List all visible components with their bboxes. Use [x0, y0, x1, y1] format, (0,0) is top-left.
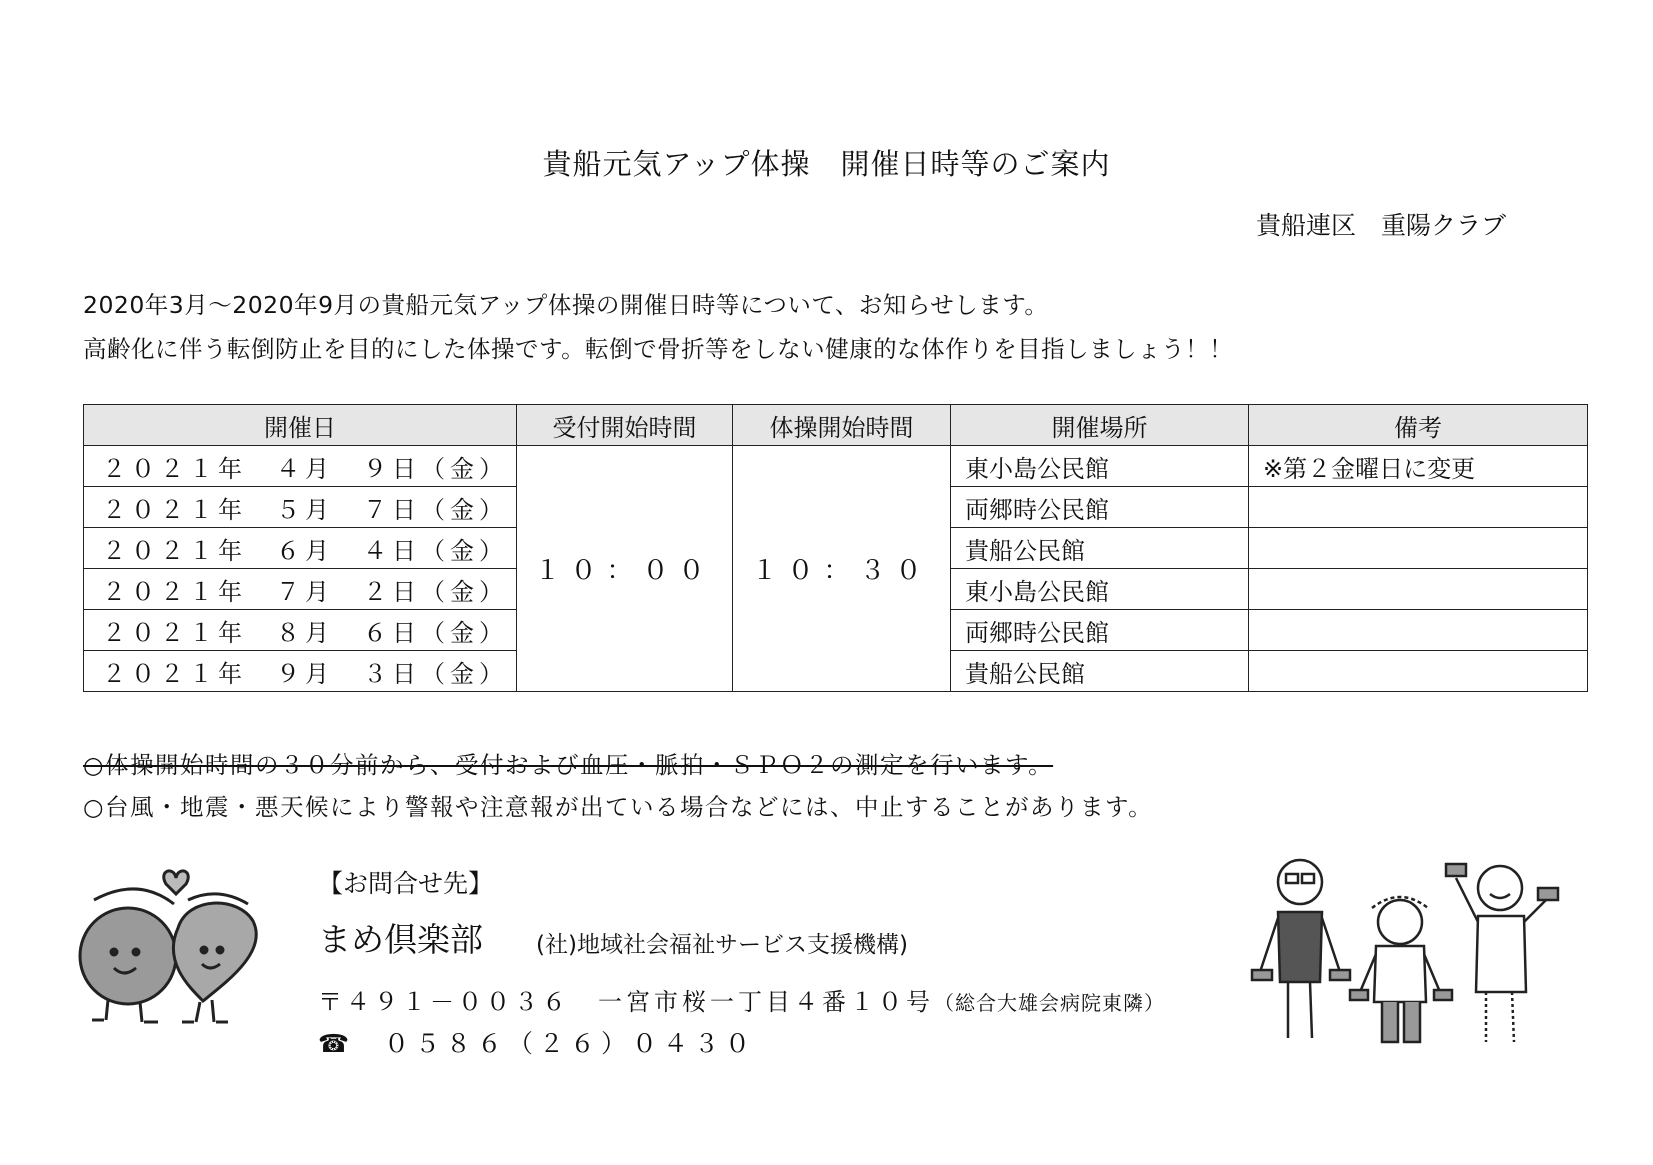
date-cell: ２０２１年 ７月 ２日（金） [84, 569, 517, 610]
table-row [84, 446, 1588, 487]
date-cell: ２０２１年 ５月 ７日（金） [84, 487, 517, 528]
header-exercise-time: 体操開始時間 [733, 405, 951, 446]
schedule-table [83, 404, 1588, 692]
intro-line-2: 高齢化に伴う転倒防止を目的にした体操です。転倒で骨折等をしない健康的な体作りを目指しましょう！！ [83, 335, 1234, 363]
intro-line-1: 2020年3月～2020年9月の貴船元気アップ体操の開催日時等について、お知らせします。 [83, 291, 1049, 319]
date-cell: ２０２１年 ６月 ４日（金） [84, 528, 517, 569]
contact-phone [318, 1024, 756, 1060]
note-cell [1249, 569, 1588, 610]
notice-cancellation: ○台風・地震・悪天候により警報や注意報が出ている場合などには、中止することがあります。 [83, 793, 1154, 821]
venue-cell: 貴船公民館 [951, 651, 1249, 692]
heart-mascots-illustration [78, 866, 288, 1026]
header-date: 開催日 [84, 405, 517, 446]
contact-heading: 【お問合せ先】 [318, 869, 494, 898]
contact-organization: (社)地域社会福祉サービス支援機構) [536, 932, 908, 958]
exercise-time-cell: １０：３０ [733, 446, 951, 692]
note-cell [1249, 610, 1588, 651]
table-header-row [84, 405, 1588, 446]
page-title: 貴船元気アップ体操 開催日時等のご案内 [542, 147, 1111, 181]
header-venue: 開催場所 [951, 405, 1249, 446]
date-cell: ２０２１年 ９月 ３日（金） [84, 651, 517, 692]
date-cell: ２０２１年 ４月 ９日（金） [84, 446, 517, 487]
reception-time-cell: １０：００ [517, 446, 733, 692]
note-cell: ※第２金曜日に変更 [1249, 446, 1588, 487]
date-cell: ２０２１年 ８月 ６日（金） [84, 610, 517, 651]
organizer-name: 貴船連区 重陽クラブ [1255, 211, 1506, 240]
venue-cell: 東小島公民館 [951, 569, 1249, 610]
note-cell [1249, 528, 1588, 569]
note-cell [1249, 651, 1588, 692]
address-text: 〒４９１－００３６ 一宮市桜一丁目４番１０号 [318, 988, 934, 1016]
notice-measurement: ○体操開始時間の３０分前から、受付および血圧・脈拍・ＳＰＯ２の測定を行います。 [83, 751, 1054, 779]
header-notes: 備考 [1249, 405, 1588, 446]
venue-cell: 東小島公民館 [951, 446, 1249, 487]
exercising-seniors-illustration [1250, 842, 1560, 1052]
header-reception-time: 受付開始時間 [517, 405, 733, 446]
venue-cell: 貴船公民館 [951, 528, 1249, 569]
venue-cell: 両郷時公民館 [951, 610, 1249, 651]
contact-name: まめ倶楽部 [318, 920, 483, 959]
phone-number: ０５８６（２６）０４３０ [384, 1029, 757, 1058]
telephone-icon: ☎ [318, 1029, 356, 1058]
contact-address [318, 982, 1165, 1017]
address-note: （総合大雄会病院東隣） [934, 991, 1165, 1015]
note-cell [1249, 487, 1588, 528]
venue-cell: 両郷時公民館 [951, 487, 1249, 528]
